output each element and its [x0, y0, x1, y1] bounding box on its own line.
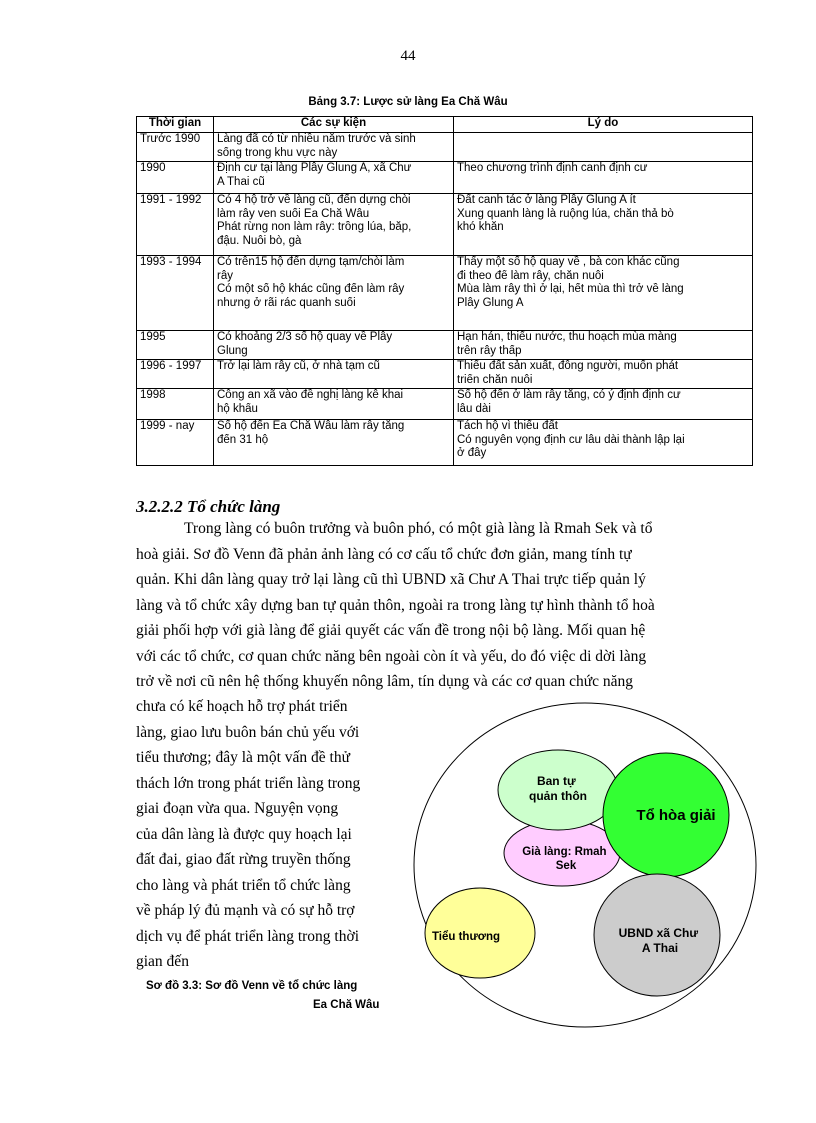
reason-line: triển chăn nuôi	[457, 373, 533, 386]
paragraph-line: làng, giao lưu buôn bán chủ yếu với	[136, 723, 360, 741]
event-line: Có một số hộ khác cũng đến làm rẫy	[217, 283, 405, 295]
event-line: Trở lại làm rẫy cũ, ở nhà tạm cũ	[217, 360, 380, 372]
event-line: nhưng ở rãi rác quanh suối	[217, 296, 356, 309]
label-to-hoa-giai: Tổ hòa giải	[636, 807, 716, 824]
cell-time-text: 1993 - 1994	[140, 256, 202, 268]
paragraph-line: quản. Khi dân làng quay trở lại làng cũ thì UBND xã Chư A Thai trực tiếp quản lý	[136, 571, 646, 588]
reason-line: Thấy một số hộ quay về , bà con khác cũng	[457, 256, 680, 268]
paragraph-line: cho làng và phát triển tổ chức làng	[136, 876, 351, 894]
cell-time-text: 1996 - 1997	[140, 360, 202, 372]
event-line: Có trên15 hộ đến dựng tạm/chòi làm	[217, 256, 405, 268]
event-line: Có khoảng 2/3 số hộ quay về Plây	[217, 331, 393, 343]
cell-time-text: 1995	[140, 331, 166, 343]
event-line: Số hộ đến Ea Chă Wâu làm rẫy tăng	[217, 420, 405, 432]
reason-line: Thiếu đất sản xuất, đông người, muốn phát	[457, 360, 679, 372]
header-time: Thời gian	[137, 117, 214, 133]
event-line: A Thai cũ	[217, 175, 265, 188]
event-line: hộ khẩu	[217, 402, 258, 415]
event-line: rẫy	[217, 269, 233, 282]
reason-line: lâu dài	[457, 402, 491, 415]
reason-line: Tách hộ vì thiếu đất	[457, 420, 559, 432]
cell-time-text: 1990	[140, 162, 166, 174]
page-number: 44	[400, 48, 416, 64]
header-reason: Lý do	[454, 117, 753, 133]
reason-line: Đất canh tác ở làng Plây Glung A ít	[457, 194, 636, 206]
reason-line: Có nguyên vọng định cư lâu dài thành lập lại	[457, 433, 685, 446]
event-line: đến 31 hộ	[217, 433, 269, 446]
paragraph-line: thách lớn trong phát triển làng trong	[136, 774, 361, 792]
paragraph-line: gian đến	[136, 953, 189, 970]
event-line: Công an xã vào đề nghị làng kê khai	[217, 389, 404, 401]
reason-line: Mùa làm rẫy thì ở lại, hết mùa thì trở về làng	[457, 283, 684, 295]
paragraph-line: của dân làng là được quy hoạch lại	[136, 825, 352, 843]
event-line: Glung	[217, 344, 248, 357]
reason-line: đi theo để làm rẫy, chăn nuôi	[457, 269, 604, 282]
reason-line: trên rẫy thấp	[457, 344, 522, 357]
reason-line: ở đây	[457, 447, 487, 459]
paragraph-line: đất đai, giao đất rừng truyền thống	[136, 851, 351, 868]
paragraph-line: tiểu thương; đây là một vấn đề thử	[136, 749, 350, 766]
event-line: làm rẫy ven suối Ea Chă Wâu	[217, 207, 370, 220]
label-ubnd-xa: UBND xã Chư A Thai	[618, 926, 699, 955]
cell-time-text: 1999 - nay	[140, 420, 195, 432]
paragraph-line: hoà giải. Sơ đồ Venn đã phản ảnh làng có cơ cấu tổ chức đơn giản, mang tính tự	[136, 545, 632, 563]
event-line: Có 4 hộ trở về làng cũ, đến dựng chòi	[217, 194, 411, 206]
section-heading: 3.2.2.2 Tổ chức làng	[136, 497, 281, 516]
reason-line: Xung quanh làng là ruộng lúa, chăn thả bò	[457, 207, 674, 220]
header-events: Các sự kiện	[214, 117, 454, 133]
paragraph-line: trở về nơi cũ nên hệ thống khuyến nông lâm, tín dụng và các cơ quan chức năng	[136, 673, 633, 690]
table-title: Bảng 3.7: Lược sử làng Ea Chă Wâu	[308, 96, 508, 108]
event-line: Làng đã có từ nhiều năm trước và sinh	[217, 133, 416, 145]
paragraph-line: dịch vụ để phát triển làng trong thời	[136, 927, 359, 945]
reason-line: Hạn hán, thiếu nước, thu hoạch mùa màng	[457, 331, 677, 343]
event-line: Định cư tại làng Plây Glung A, xã Chư	[217, 162, 412, 174]
reason-line: Theo chương trình định canh định cư	[457, 162, 648, 174]
cell-time-text: Trước 1990	[140, 133, 201, 145]
diagram-caption-line2: Ea Chă Wâu	[313, 999, 380, 1011]
cell-time-text: 1991 - 1992	[140, 194, 202, 206]
event-line: đậu. Nuôi bò, gà	[217, 234, 302, 247]
reason-line: khó khăn	[457, 221, 504, 233]
paragraph-line: về pháp lý đủ mạnh và có sự hỗ trợ	[136, 902, 355, 919]
reason-line: Plây Glung A	[457, 296, 524, 309]
label-tieu-thuong: Tiểu thương	[431, 931, 501, 943]
label-ban-tu-quan-thon: Ban tự quản thôn	[529, 774, 587, 803]
paragraph-line: với các tổ chức, cơ quan chức năng bên ngoài còn ít và yếu, do đó việc di dời làng	[136, 647, 647, 665]
paragraph-line: làng và tổ chức xây dựng ban tự quản thôn, ngoài ra trong làng tự hình thành tổ hoà	[136, 596, 655, 614]
paragraph-line: chưa có kế hoạch hỗ trợ phát triển	[136, 698, 348, 715]
event-line: Phát rừng non làm rẫy: trồng lúa, bắp,	[217, 221, 412, 233]
paragraph-line: giải phối hợp với già làng để giải quyết các vấn đề trong nội bộ làng. Mối quan hệ	[136, 622, 646, 639]
event-line: sống trong khu vực này	[217, 146, 338, 159]
diagram-caption-line1: Sơ đồ 3.3: Sơ đồ Venn về tổ chức làng	[146, 980, 358, 992]
paragraph-line: Trong làng có buôn trưởng và buôn phó, có một già làng là Rmah Sek và tổ	[184, 520, 653, 537]
paragraph-line: giai đoạn vừa qua. Nguyện vọng	[136, 800, 339, 817]
cell-time-text: 1998	[140, 389, 166, 401]
label-gia-lang: Già làng: Rmah Sek	[522, 846, 607, 872]
reason-line: Số hộ đến ở làm rẫy tăng, có ý định định cư	[457, 389, 681, 401]
